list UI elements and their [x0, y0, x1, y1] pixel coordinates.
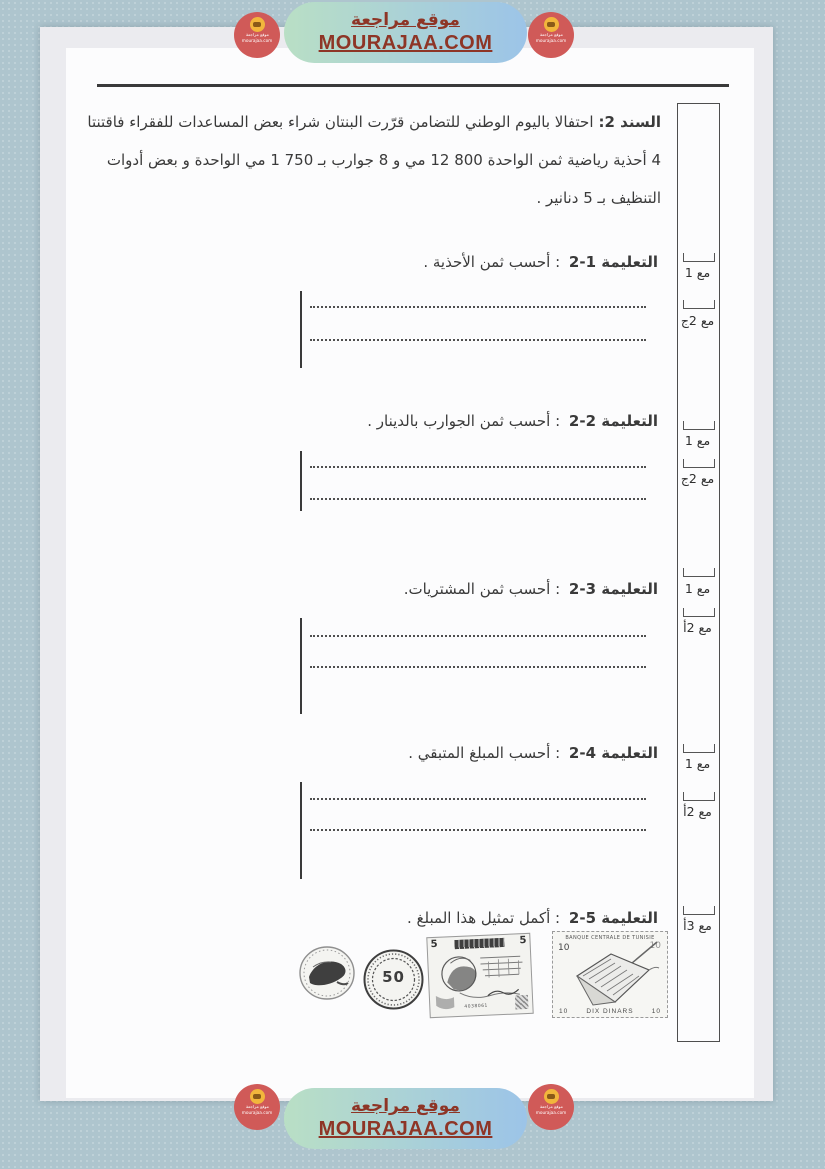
coin-fish-art: [297, 943, 357, 1003]
logo-text-ar: موقع مراجعة: [245, 1104, 269, 1110]
mark-bracket: [683, 906, 715, 915]
answer-dotted-line: [310, 306, 646, 308]
exercise-intro-line-2: 4 أحذية رياضية ثمن الواحدة 12 800 مي و 8 جوارب بـ 1 750 مي الواحدة و بعض أدوات: [106, 151, 661, 169]
question-2-number: التعليمة 2-2: [568, 412, 658, 430]
logo-emblem-icon: [544, 1089, 559, 1104]
note-value-label: 10: [559, 1008, 569, 1015]
note-serial-number: 4038061: [464, 1003, 489, 1010]
note-value-label: 10: [558, 943, 570, 953]
banknote-5-dinars: [426, 933, 533, 1018]
logo-text-ar: موقع مراجعة: [245, 32, 269, 38]
note-value-label: 5: [519, 934, 527, 947]
site-logo-left-bottom: [234, 1084, 280, 1130]
answer-dotted-line: [310, 635, 646, 637]
mark-bracket: [683, 253, 715, 262]
coin-50-millimes: [362, 948, 425, 1011]
note-value-label: 10: [651, 1008, 661, 1015]
banknote-10-dinars: [552, 931, 668, 1018]
criterion-label: مع 2أ: [683, 620, 712, 635]
question-4-title: التعليمة 4-2 : أحسب المبلغ المتبقي .: [408, 744, 658, 762]
question-1-title: التعليمة 1-2 : أحسب ثمن الأحذية .: [423, 253, 658, 271]
criterion-label: مع 2ج: [680, 471, 715, 486]
logo-text-url: mourajaa.com: [241, 1110, 273, 1116]
answer-dotted-line: [310, 829, 646, 831]
question-2-title: التعليمة 2-2 : أحسب ثمن الجوارب بالدينار .: [367, 412, 658, 430]
question-4-number: التعليمة 4-2: [568, 744, 658, 762]
mark-bracket: [683, 792, 715, 801]
top-rule: [97, 84, 729, 87]
answer-margin-bar: [300, 291, 302, 368]
criterion-label: مع 1: [684, 265, 711, 280]
mark-bracket: [683, 608, 715, 617]
question-5-title: التعليمة 5-2 : أكمل تمثيل هذا المبلغ .: [407, 909, 658, 927]
answer-margin-bar: [300, 618, 302, 714]
mark-bracket: [683, 568, 715, 577]
question-3-number: التعليمة 3-2: [568, 580, 658, 598]
note-denomination-row: [553, 1008, 667, 1015]
site-logo-left-top: [234, 12, 280, 58]
note-text-label: DIX DINARS: [586, 1008, 634, 1015]
criterion-label: مع 3أ: [683, 918, 712, 933]
exercise-intro-line-3: التنظيف بـ 5 دنانير .: [536, 189, 661, 207]
logo-emblem-icon: [544, 17, 559, 32]
answer-margin-bar: [300, 782, 302, 879]
logo-text-url: mourajaa.com: [535, 1110, 567, 1116]
mark-bracket: [683, 744, 715, 753]
answer-dotted-line: [310, 498, 646, 500]
site-title-arabic: موقع مراجعة: [351, 10, 460, 31]
bank-name-label: BANQUE CENTRALE DE TUNISIE: [565, 935, 655, 941]
logo-emblem-icon: [250, 17, 265, 32]
note-value-label: 5: [430, 938, 438, 951]
exercise-intro-line-1: السند 2:احتفالا باليوم الوطني للتضامن قرّرت البنتان شراء بعض المساعدات للفقراء فاقتنتا: [87, 113, 661, 131]
exercise-number: السند 2:: [598, 113, 661, 131]
site-url: MOURAJAA.COM: [318, 31, 493, 54]
note-value-label: 10: [649, 941, 661, 951]
logo-text-ar: موقع مراجعة: [539, 1104, 563, 1110]
answer-dotted-line: [310, 466, 646, 468]
criterion-label: مع 1: [684, 581, 711, 596]
question-5-number: التعليمة 5-2: [568, 909, 658, 927]
mark-bracket: [683, 459, 715, 468]
site-banner-top[interactable]: [284, 2, 527, 63]
answer-margin-bar: [300, 451, 302, 511]
question-3-title: التعليمة 3-2 : أحسب ثمن المشتريات.: [403, 580, 658, 598]
site-banner-bottom[interactable]: [284, 1088, 527, 1149]
mark-bracket: [683, 300, 715, 309]
coin-value-label: 50: [382, 968, 405, 986]
answer-dotted-line: [310, 798, 646, 800]
logo-emblem-icon: [250, 1089, 265, 1104]
logo-text-ar: موقع مراجعة: [539, 32, 563, 38]
answer-dotted-line: [310, 666, 646, 668]
note-engraving-art: [553, 932, 669, 1019]
criterion-label: مع 1: [684, 433, 711, 448]
criterion-label: مع 1: [684, 756, 711, 771]
site-title-arabic: موقع مراجعة: [351, 1096, 460, 1117]
logo-text-url: mourajaa.com: [535, 38, 567, 44]
answer-dotted-line: [310, 339, 646, 341]
coin-1-dinar: [297, 943, 357, 1003]
site-url: MOURAJAA.COM: [318, 1117, 493, 1140]
question-1-number: التعليمة 1-2: [568, 253, 658, 271]
criterion-label: مع 2ج: [680, 313, 715, 328]
note-stamp: [515, 995, 529, 1010]
site-logo-right-bottom: [528, 1084, 574, 1130]
mark-bracket: [683, 421, 715, 430]
site-logo-right-top: [528, 12, 574, 58]
criterion-label: مع 2أ: [683, 804, 712, 819]
logo-text-url: mourajaa.com: [241, 38, 273, 44]
